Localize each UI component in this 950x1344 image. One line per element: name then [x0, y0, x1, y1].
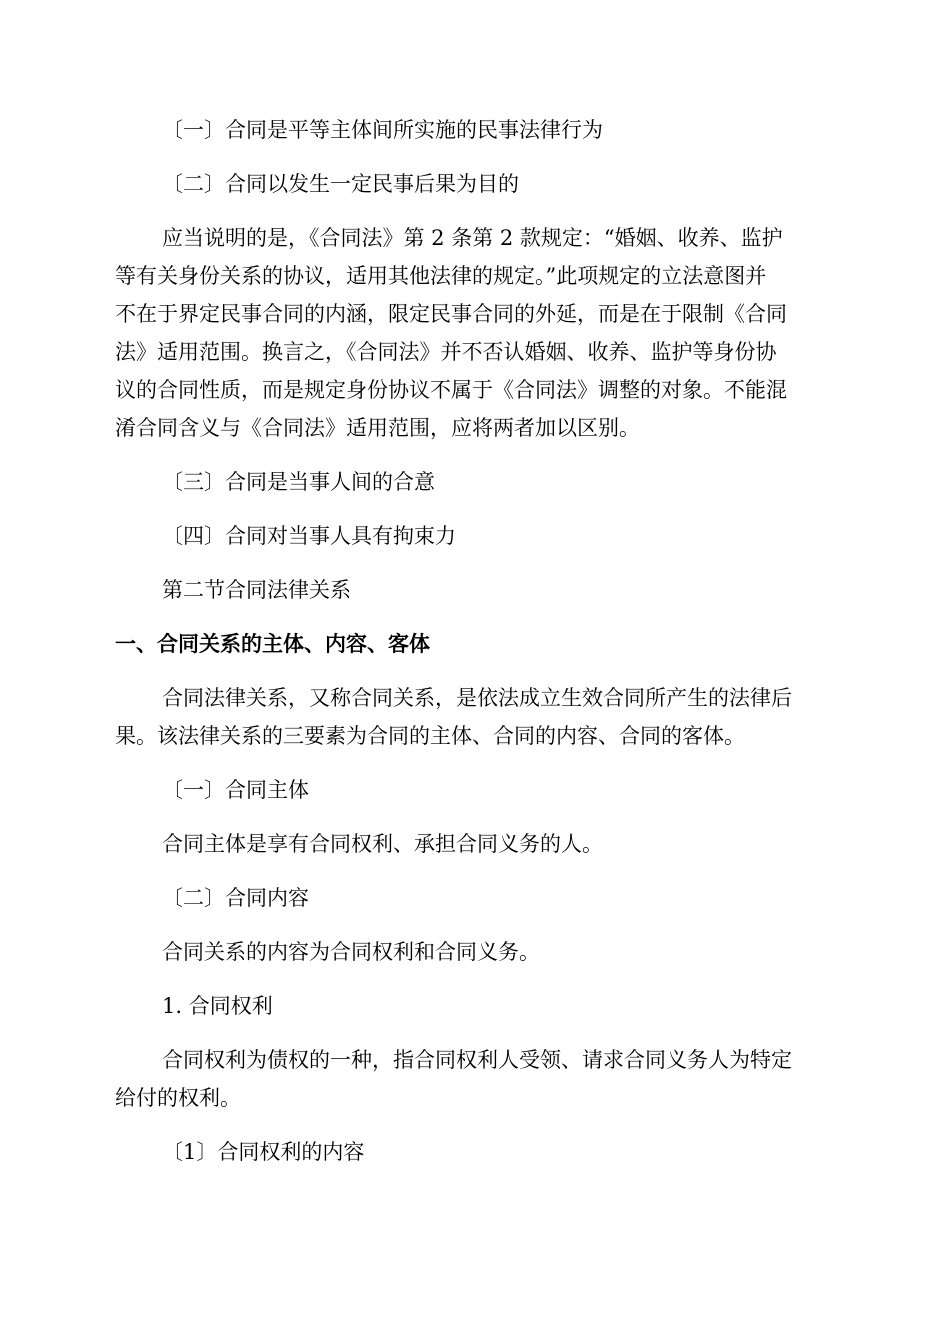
section-title: 第二节合同法律关系 — [162, 578, 351, 602]
paragraph-line: 果。该法律关系的三要素为合同的主体、合同的内容、合同的客体。 — [115, 724, 745, 748]
paragraph-line: 不在于界定民事合同的内涵，限定民事合同的外延，而是在于限制《合同 — [115, 302, 787, 326]
paragraph-line: 淆合同含义与《合同法》适用范围，应将两者加以区别。 — [115, 416, 640, 440]
paragraph-line: 合同主体是享有合同权利、承担合同义务的人。 — [162, 832, 603, 856]
heading-civil-consequences: 〔二〕合同以发生一定民事后果为目的 — [162, 172, 519, 196]
paragraph-line: 给付的权利。 — [115, 1086, 241, 1110]
paragraph-line: 合同关系的内容为合同权利和合同义务。 — [162, 940, 540, 964]
heading-mutual-assent: 〔三〕合同是当事人间的合意 — [162, 470, 435, 494]
heading-binding-force: 〔四〕合同对当事人具有拘束力 — [162, 524, 456, 548]
paragraph-line: 合同法律关系，又称合同关系，是依法成立生效合同所产生的法律后 — [162, 686, 792, 710]
heading-contract-rights: 1. 合同权利 — [162, 994, 273, 1018]
heading-equal-subjects: 〔一〕合同是平等主体间所实施的民事法律行为 — [162, 118, 603, 142]
heading-contract-content: 〔二〕合同内容 — [162, 886, 309, 910]
paragraph-line: 法》适用范围。换言之，《合同法》并不否认婚姻、收养、监护等身份协 — [115, 340, 777, 364]
paragraph-line: 议的合同性质，而是规定身份协议不属于《合同法》调整的对象。不能混 — [115, 378, 787, 402]
chapter-heading: 一、合同关系的主体、内容、客体 — [115, 632, 430, 656]
paragraph-line: 合同权利为债权的一种，指合同权利人受领、请求合同义务人为特定 — [162, 1048, 792, 1072]
paragraph-line: 等有关身份关系的协议，适用其他法律的规定。”此项规定的立法意图并 — [115, 264, 767, 288]
heading-contract-subject: 〔一〕合同主体 — [162, 778, 309, 802]
paragraph-line: 应当说明的是，《合同法》第 2 条第 2 款规定：“婚姻、收养、监护 — [162, 226, 783, 250]
heading-rights-content: 〔1〕合同权利的内容 — [162, 1140, 365, 1164]
